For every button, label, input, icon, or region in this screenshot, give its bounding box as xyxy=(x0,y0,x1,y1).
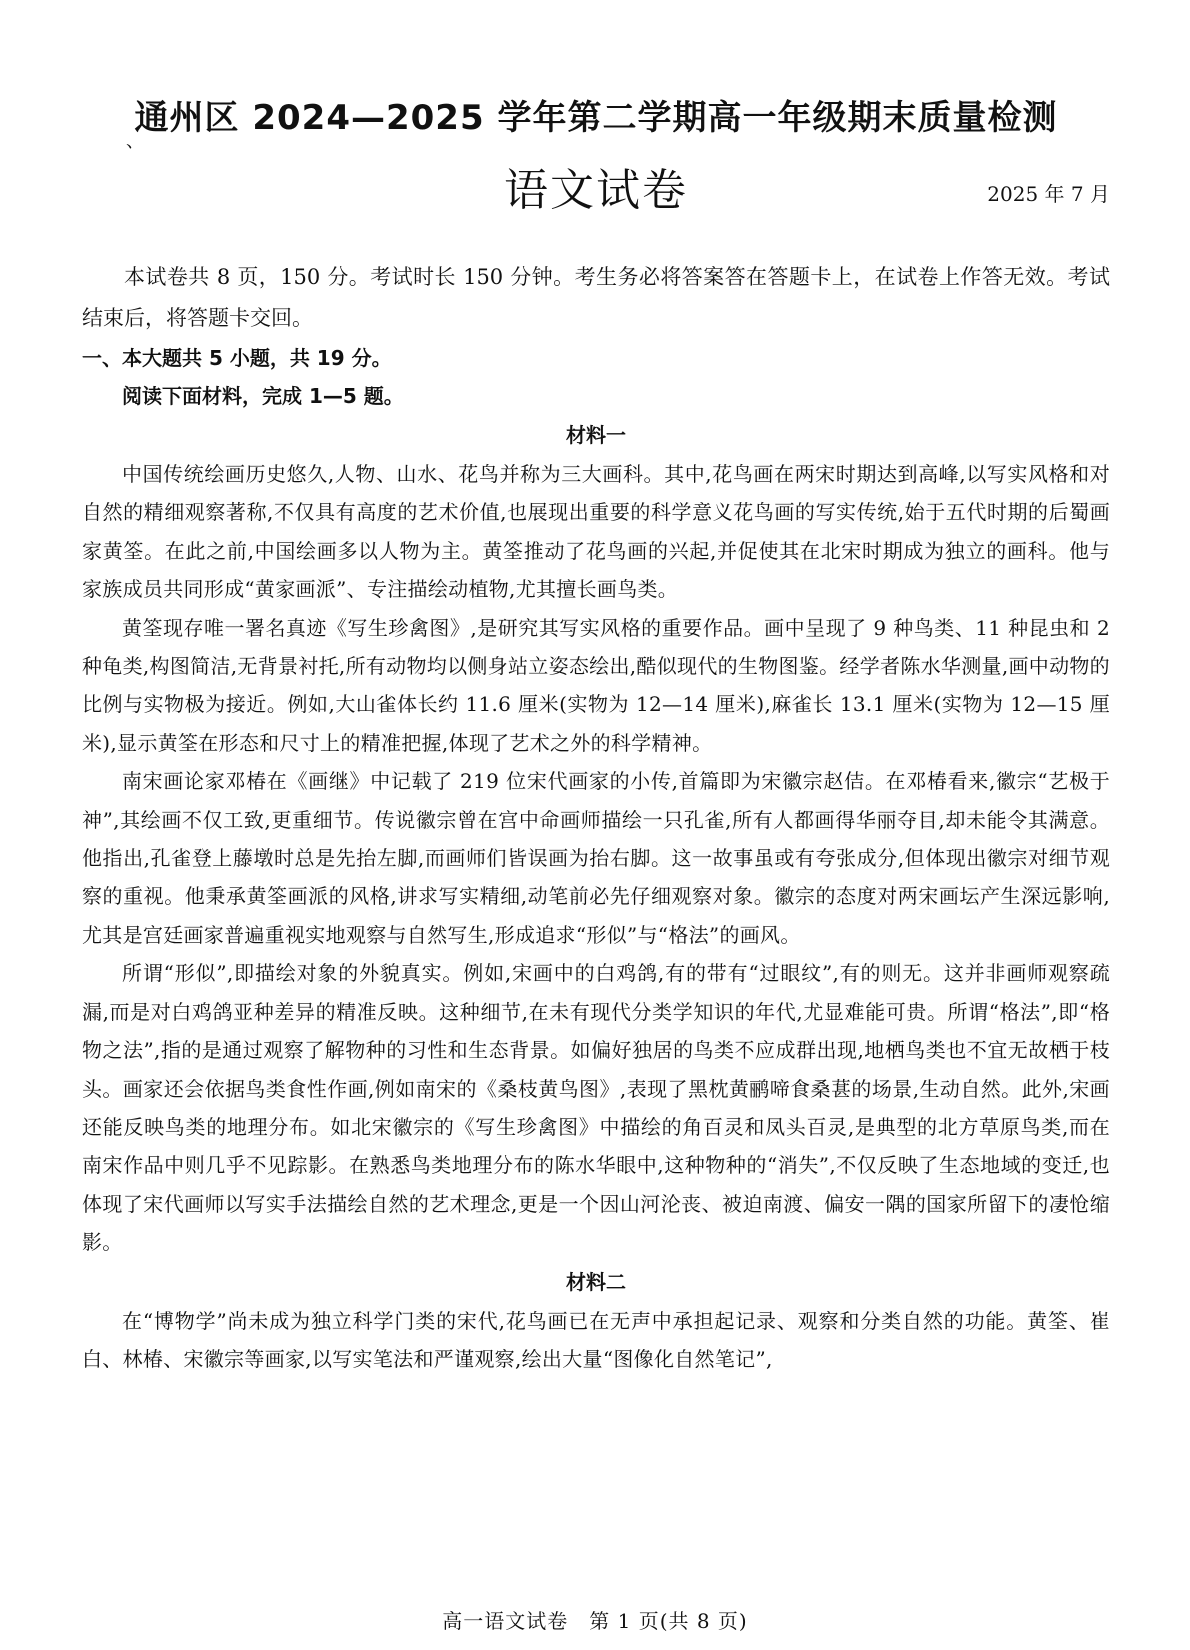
material-one-paragraph: 中国传统绘画历史悠久,人物、山水、花鸟并称为三大画科。其中,花鸟画在两宋时期达到高峰,以写实风格和对自然的精细观察著称,不仅具有高度的艺术价值,也展现出重要的科学意义花鸟画的写实传统,始于五代时期的后蜀画家黄筌。在此之前,中国绘画多以人物为主。黄筌推动了花鸟画的兴起,并促使其在北宋时期成为独立的画科。他与家族成员共同形成“黄家画派”、专注描绘动植物,尤其擅长画鸟类。 xyxy=(82,462,1110,602)
exam-instructions: 本试卷共 8 页，150 分。考试时长 150 分钟。考生务必将答案答在答题卡上，在试卷上作答无效。考试结束后，将答题卡交回。 xyxy=(82,265,1110,330)
material-one-title: 材料一 xyxy=(566,423,626,447)
exam-title xyxy=(82,95,1110,152)
exam-title-text: 通州区 2024—2025 学年第二学期高一年级期末质量检测 xyxy=(134,98,1058,138)
material-one-paragraph: 黄筌现存唯一署名真迹《写生珍禽图》,是研究其写实风格的重要作品。画中呈现了 9 种鸟类、11 种昆虫和 2 种龟类,构图简洁,无背景衬托,所有动物均以侧身站立姿态绘出,酷似现代的生物图鉴。经学者陈水华测量,画中动物的比例与实物极为接近。例如,大山雀体长约 11.6 厘米(实物为 12—14 厘米),麻雀长 13.1 厘米(实物为 12—15 厘米),显示黄筌在形态和尺寸上的精准把握,体现了艺术之外的科学精神。 xyxy=(82,615,1110,755)
material-two-title: 材料二 xyxy=(566,1269,626,1294)
material-two-paragraph: 在“博物学”尚未成为独立科学门类的宋代,花鸟画已在无声中承担起记录、观察和分类自然的功能。黄筌、崔白、林椿、宋徽宗等画家,以写实笔法和严谨观察,绘出大量“图像化自然笔记”, xyxy=(82,1308,1110,1371)
tick-mark: 、 xyxy=(126,131,145,152)
subject-row xyxy=(82,159,1110,223)
section-heading: 一、本大题共 5 小题，共 19 分。 xyxy=(82,346,392,370)
reading-instruction: 阅读下面材料，完成 1—5 题。 xyxy=(122,384,404,408)
page-footer: 高一语文试卷 第 1 页(共 8 页) xyxy=(442,1609,748,1633)
subject-title: 语文试卷 xyxy=(504,165,688,216)
exam-page xyxy=(82,95,1110,1625)
exam-date: 2025 年 7 月 xyxy=(987,182,1110,206)
material-one-paragraph: 所谓“形似”,即描绘对象的外貌真实。例如,宋画中的白鸡鸽,有的带有“过眼纹”,有的则无。这并非画师观察疏漏,而是对白鸡鸽亚种差异的精准反映。这种细节,在未有现代分类学知识的年代,尤显难能可贵。所谓“格法”,即“格物之法”,指的是通过观察了解物种的习性和生态背景。如偏好独居的鸟类不应成群出现,地栖鸟类也不宜无故栖于枝头。画家还会依据鸟类食性作画,例如南宋的《桑枝黄鸟图》,表现了黑枕黄鹂啼食桑葚的场景,生动自然。此外,宋画还能反映鸟类的地理分布。如北宋徽宗的《写生珍禽图》中描绘的角百灵和凤头百灵,是典型的北方草原鸟类,而在南宋作品中则几乎不见踪影。在熟悉鸟类地理分布的陈水华眼中,这种物种的“消失”,不仅反映了生态地域的变迁,也体现了宋代画师以写实手法描绘自然的艺术理念,更是一个因山河沦丧、被迫南渡、偏安一隅的国家所留下的凄怆缩影。 xyxy=(82,961,1110,1255)
material-one-paragraph: 南宋画论家邓椿在《画继》中记载了 219 位宋代画家的小传,首篇即为宋徽宗赵佶。在邓椿看来,徽宗“艺极于神”,其绘画不仅工致,更重细节。传说徽宗曾在宫中命画师描绘一只孔雀,所有人都画得华丽夺目,却未能令其满意。他指出,孔雀登上藤墩时总是先抬左脚,而画师们皆误画为抬右脚。这一故事虽或有夸张成分,但体现出徽宗对细节观察的重视。他秉承黄筌画派的风格,讲求写实精细,动笔前必先仔细观察对象。徽宗的态度对两宋画坛产生深远影响,尤其是宫廷画家普遍重视实地观察与自然写生,形成追求“形似”与“格法”的画风。 xyxy=(82,769,1110,947)
